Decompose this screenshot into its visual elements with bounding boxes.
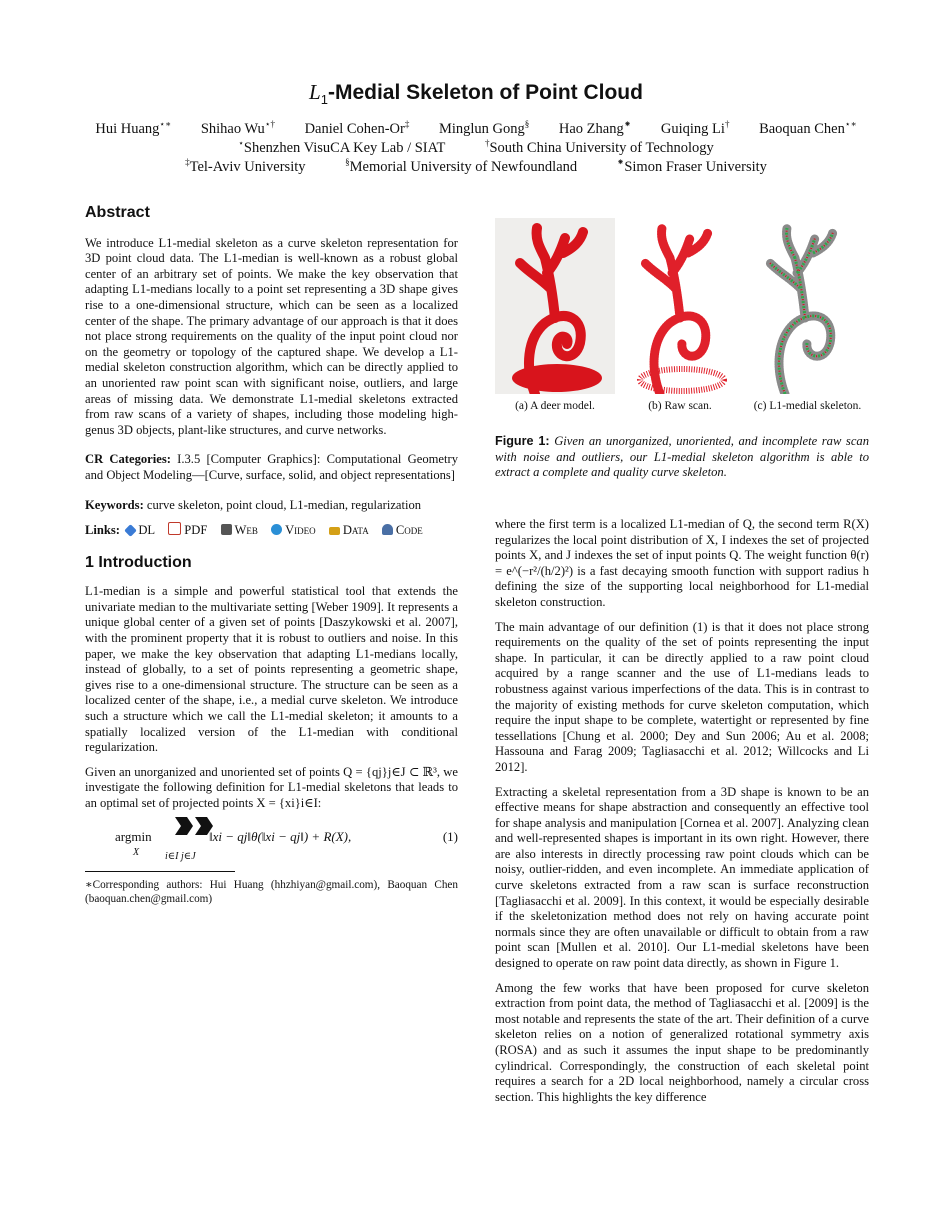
author: Hui Huang⋆∗ [95,119,172,137]
paper-title [0,80,952,107]
caption-b: (b) Raw scan. [648,400,712,412]
author: Shihao Wu⋆† [200,119,275,137]
author: Guiqing Li† [660,119,730,137]
cr-categories: CR Categories: I.3.5 [Computer Graphics]: Computational Geometry and Object Modeling—[Curve, surface, solid, and object representations] [85,452,458,482]
abstract-heading: Abstract [85,204,150,221]
title-rest: -Medial Skeleton of Point Cloud [327,81,643,104]
intro-heading: 1 Introduction [85,553,192,571]
figure-raw-scan [620,218,740,394]
abstract-text: We introduce L1-medial skeleton as a curve skeleton representation for 3D point cloud data. The L1-median is well-known as a robust global center of an arbitrary set of points. We make the key observation that adapting L1-medians locally to a point set representing a 3D shape gives rise to a one-dimensional structure, which can be seen as a localized center of the shape. The primary advantage of our approach is that it does not place strong requirements on the quality of the input point cloud nor on the geometry or topology of the captured shape. We develop a L1-medial skeleton construction algorithm, which can be directly applied to an unoriented raw point scan with significant noise, outliers, and large areas of missing data. We demonstrate L1-medial skeletons extracted from raw scans of a variety of shapes, including those modeling high-genus 3D objects, plant-like structures, and curve networks. [85,235,458,437]
caption-c: (c) L1-medial skeleton. [753,400,862,412]
affiliation-line-2 [0,158,952,177]
figure-1-caption: Figure 1: Given an unorganized, unoriented, and incomplete raw scan with noise and outliers, our L1-medial skeleton algorithm is able to extract a complete and quality curve skeleton. [495,434,870,480]
equation-1 [85,821,458,865]
link-dl[interactable]: DL [126,523,155,537]
web-icon [221,524,232,535]
affiliation: §Memorial University of Newfoundland [345,157,578,175]
paragraph: where the first term is a localized L1-median of Q, the second term R(X) regularizes the local point distribution of X, I indexes the set of projected points X, and J indexes the set of input points Q. The weight function θ(r) = e^(−r²/(h/2)²) is a fast decaying smooth function with support radius h defining the size of the supporting local neighborhood for L1-medial skeleton construction. [495,517,869,609]
link-video[interactable]: Video [271,523,316,537]
eq-sum-indices: i∈I j∈J [165,850,196,862]
intro-paragraph-1: L1-median is a simple and powerful statistical tool that extends the univariate median to the multivariate setting [Weber 1909]. It represents a unique global center of a given set of points [Daszykowski et al. 2007], with the prominent property that it is robust to outliers and noise. In this paper, we make the key observation that adapting L1-medians locally, instead of globally, to a set of points representing a geometric shape, gives rise to a one-dimensional structure. The structure can be seen as a localized center of the shape, i.e., a medial curve skeleton. We introduce such a structure which we call the L1-medial skeleton; it amounts to a spatially localized version of the L1-median with conditional regularization. [85,584,458,755]
title-l1-sub: 1 [320,92,328,108]
intro-paragraph-2: Given an unorganized and unoriented set of points Q = {qj}j∈J ⊂ ℝ³, we investigate the following definition for L1-medial skeletons that leads to an optimal set of projected points X = {xi}i∈I: [85,764,458,810]
dl-icon [124,524,137,537]
figure-deer-model [495,218,615,394]
affiliation: ‡Tel-Aviv University [185,157,306,175]
eq-number: (1) [442,828,458,844]
author-list [0,120,952,139]
author-block [0,120,952,177]
keywords: Keywords: curve skeleton, point cloud, L1-median, regularization [85,497,422,512]
footnote-rule [85,871,235,872]
affiliation: ⁕Simon Fraser University [616,157,767,175]
footnote: ∗Corresponding authors: Hui Huang (hhzhiyan@gmail.com), Baoquan Chen (baoquan.chen@gmail.com) [85,878,458,905]
code-icon [382,524,393,535]
title-l1: L [309,80,321,104]
affiliation-line-1 [0,139,952,158]
pdf-icon [168,522,181,535]
left-column [85,205,458,906]
links-row: Links: DL PDF Web Video Data Code [85,523,423,538]
paragraph: Extracting a skeletal representation from a 3D shape is known to be an effective means for shape abstraction and consequently an effective tool for shape analysis and manipulation [Cornea et al. 2007]. Analyzing clean and well-represented shapes is important in its own right. However, there are also interests in directly processing raw point clouds which can be noisy, outlier-ridden, and even incomplete. An immediate application of curve skeletons extracted from a raw scan is surface reconstruction [Tagliasacchi et al. 2009]. In this context, it would be especially desirable if the skeletonization method does not rely on having accurate point normals since they are often unavailable or difficult to obtain from a raw point scan [Mullen et al. 2010]. Our L1-medial skeletons have been designed to operate on raw point data directly, as shown in Figure 1. [495,784,869,971]
affiliation: †South China University of Technology [484,138,714,156]
link-code[interactable]: Code [382,523,423,537]
link-data[interactable]: Data [329,523,369,537]
paragraph: Among the few works that have been proposed for curve skeleton extraction from point data, the method of Tagliasacchi et al. [2009] is the most notable and represents the state of the art. Their definition of a curve skeleton relies on a notion of generalized rotational symmetry axis (ROSA) and as such it assumes the input shape to be predominantly cylindrical. Correspondingly, the construction of each skeletal point requires a search for a 2D local neighborhood, namely a circular cross section. This highlights the key difference [495,980,869,1104]
affiliation: ⋆Shenzhen VisuCA Key Lab / SIAT [238,138,446,156]
folder-icon [329,527,340,535]
eq-body: ‖xi − qj‖θ(‖xi − qj‖) + R(X), [209,828,352,844]
link-pdf[interactable]: PDF [168,523,207,537]
paragraph: The main advantage of our definition (1) is that it does not place strong requirements on the quality of the set of points representing the input shape. In particular, it can be directly applied to a raw point cloud acquired by a range scanner and the use of L1-medians leads to robustness against various imperfections of the data. This is in contrast to the majority of existing methods for curve skeleton computation, which require the input shape to be complete, watertight or represented by fine tessellations [Chung et al. 2000; Dey and Sun 2006; Au et al. 2008; Hassouna and Farag 2009; Tagliasacchi et al. 2012; Willcocks and Li 2012]. [495,619,869,774]
right-column [495,517,869,1114]
link-web[interactable]: Web [221,523,258,537]
eq-argmin: argmin [115,828,152,844]
figure-skeleton [745,218,865,394]
author: Daniel Cohen-Or‡ [304,119,410,137]
author: Baoquan Chen⋆∗ [759,119,857,137]
video-icon [271,524,282,535]
author: Minglun Gong§ [438,119,530,137]
eq-argmin-var: X [133,846,140,858]
caption-a: (a) A deer model. [515,400,595,412]
author: Hao Zhang⁕ [558,119,632,137]
